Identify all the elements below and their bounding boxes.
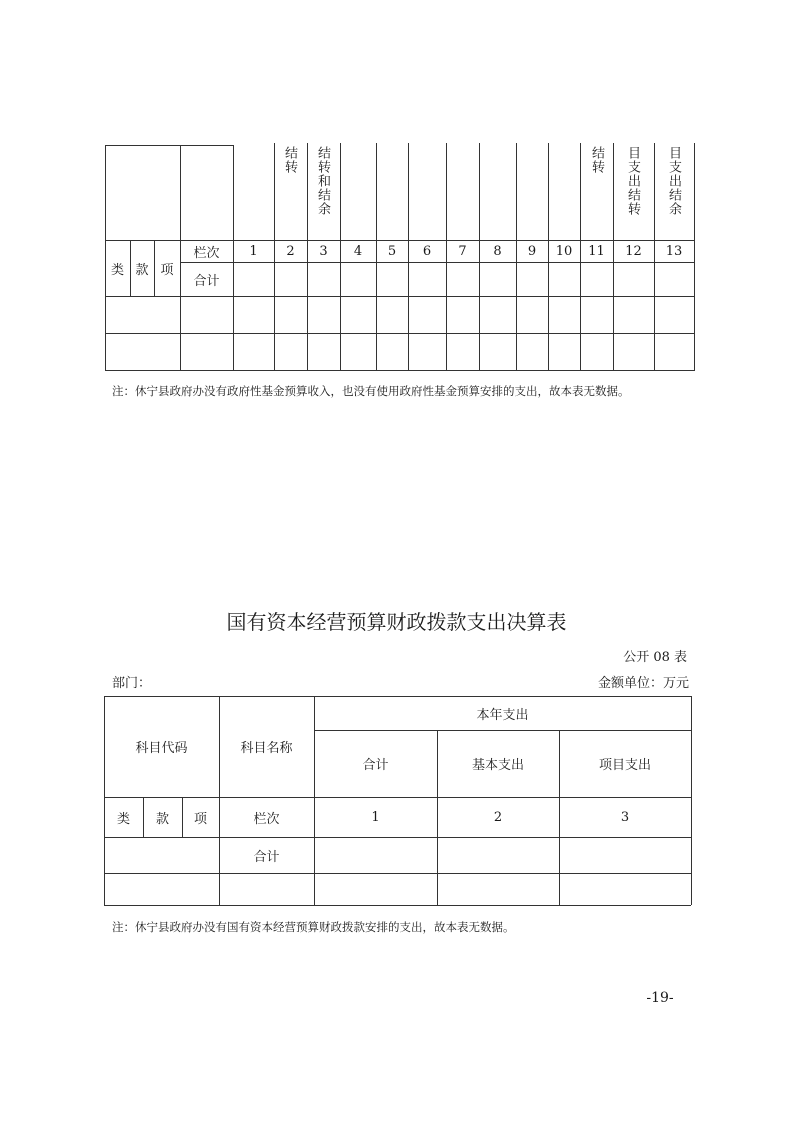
table2-label-kuan: 款: [155, 811, 169, 827]
header-total: 合计: [362, 758, 389, 773]
table1-header-col2: 结转: [282, 146, 297, 174]
table1-colnum: 5: [387, 243, 397, 259]
table2-label-lei: 类: [116, 811, 130, 827]
table1-label-xiang: 项: [160, 262, 174, 278]
table1-label-total: 合计: [193, 273, 220, 289]
table2-colnum: 3: [620, 809, 630, 825]
table1-colnum: 6: [422, 243, 432, 259]
table1-colnum: 3: [319, 243, 328, 259]
table1-hline: [180, 262, 695, 263]
page-number: -19-: [646, 990, 674, 1006]
table1-colnum: 9: [527, 243, 537, 259]
unit-label: 金额单位：万元: [597, 676, 689, 691]
header-subject-code: 科目代码: [135, 741, 188, 756]
department-label: 部门：: [112, 676, 152, 691]
table1-header-col3: 结转和结余: [315, 146, 330, 216]
table1-colnum: 12: [625, 243, 642, 259]
table2-bottom-border: [104, 905, 691, 906]
table2-title: 国有资本经营预算财政拨款支出决算表: [226, 610, 567, 634]
table2-vline: [691, 696, 692, 905]
table2-colnum: 1: [371, 809, 380, 825]
table1-header-col13: 目支出结余: [666, 146, 681, 216]
table1-colnum: 13: [665, 243, 683, 259]
table2-hline: [104, 837, 691, 838]
table1-bottom-border: [105, 370, 695, 371]
form-code: 公开 08 表: [623, 650, 687, 665]
header-project-expenditure: 项目支出: [598, 758, 651, 773]
table2-label-xiang: 项: [193, 811, 207, 827]
table1-vline: [694, 143, 695, 370]
table2-label-total: 合计: [253, 849, 280, 865]
table1-label-lanci: 栏次: [193, 245, 220, 261]
table1-colnum: 10: [555, 243, 573, 259]
table1-colnum: 11: [588, 243, 605, 259]
header-current-year-expenditure: 本年支出: [476, 707, 529, 723]
header-basic-expenditure: 基本支出: [471, 758, 524, 773]
table1-header-col11: 结转: [589, 146, 604, 174]
table1-colnum: 1: [249, 243, 258, 259]
table1-hline: [105, 296, 695, 297]
table2-note: 注：休宁县政府办没有国有资本经营预算财政拨款安排的支出，故本表无数据。: [112, 920, 515, 934]
table1-top-border: [105, 145, 233, 146]
table1-colnum: 8: [493, 243, 502, 259]
table2-hline: [104, 873, 691, 874]
table2-colnum: 2: [493, 809, 503, 825]
table1-label-kuan: 款: [135, 262, 149, 278]
header-subject-name: 科目名称: [240, 741, 293, 756]
table1-note: 注：休宁县政府办没有政府性基金预算收入，也没有使用政府性基金预算安排的支出，故本表无数据。: [112, 384, 630, 398]
table1-colnum: 2: [286, 243, 295, 259]
table1-hline: [105, 333, 695, 334]
table2-label-lanci: 栏次: [253, 811, 280, 827]
table1-label-lei: 类: [110, 262, 124, 278]
table1-colnum: 7: [458, 243, 467, 259]
table1-colnum: 4: [353, 243, 363, 259]
table1-header-col12: 目支出结转: [625, 146, 640, 216]
